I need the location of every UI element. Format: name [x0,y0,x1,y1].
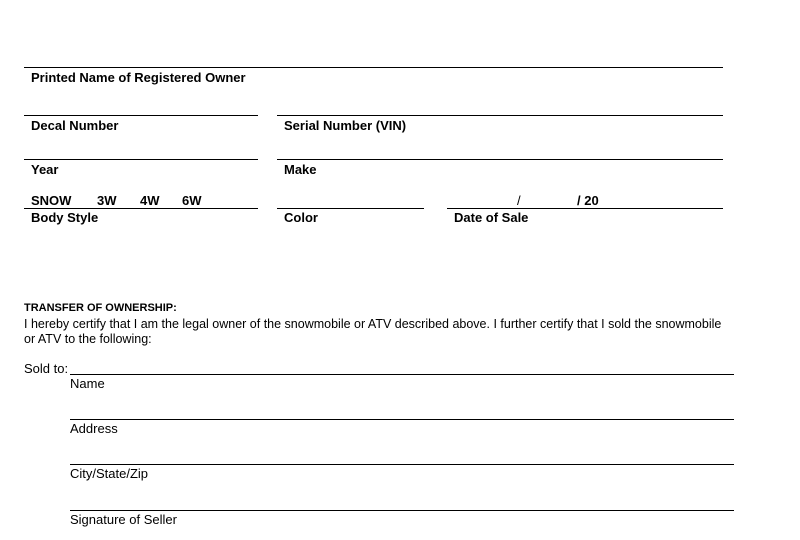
date-year-prefix: / 20 [577,193,599,208]
year-line [24,159,258,160]
address-line[interactable] [70,419,734,420]
body-style-line [24,208,258,209]
certification-text-line2: or ATV to the following: [24,332,152,346]
transfer-heading: TRANSFER OF OWNERSHIP: [24,302,177,314]
decal-number-line [24,115,258,116]
date-of-sale-line [447,208,723,209]
signature-label: Signature of Seller [70,512,177,527]
certification-text-line1: I hereby certify that I am the legal owner of the snowmobile or ATV described above. I further certify that I sold the snowmobile [24,317,722,331]
make-label: Make [284,162,317,177]
make-line [277,159,723,160]
city-state-zip-label: City/State/Zip [70,466,149,481]
signature-line[interactable] [70,510,734,511]
sold-to-label: Sold to: [24,361,69,376]
body-style-option-6w[interactable]: 6W [182,193,202,208]
body-style-option-snow[interactable]: SNOW [31,193,72,208]
printed-name-label: Printed Name of Registered Owner [31,70,246,85]
name-label: Name [70,376,105,391]
body-style-label: Body Style [31,210,99,225]
serial-number-label: Serial Number (VIN) [284,118,407,133]
sold-to-name-line[interactable] [70,374,734,375]
year-label: Year [31,162,59,177]
date-slash: / [517,193,521,208]
serial-number-line [277,115,723,116]
decal-number-label: Decal Number [31,118,119,133]
printed-name-line [24,67,723,68]
city-state-zip-line[interactable] [70,464,734,465]
body-style-option-4w[interactable]: 4W [140,193,160,208]
body-style-option-3w[interactable]: 3W [97,193,117,208]
color-line [277,208,424,209]
color-label: Color [284,210,318,225]
date-of-sale-label: Date of Sale [454,210,529,225]
address-label: Address [70,421,118,436]
